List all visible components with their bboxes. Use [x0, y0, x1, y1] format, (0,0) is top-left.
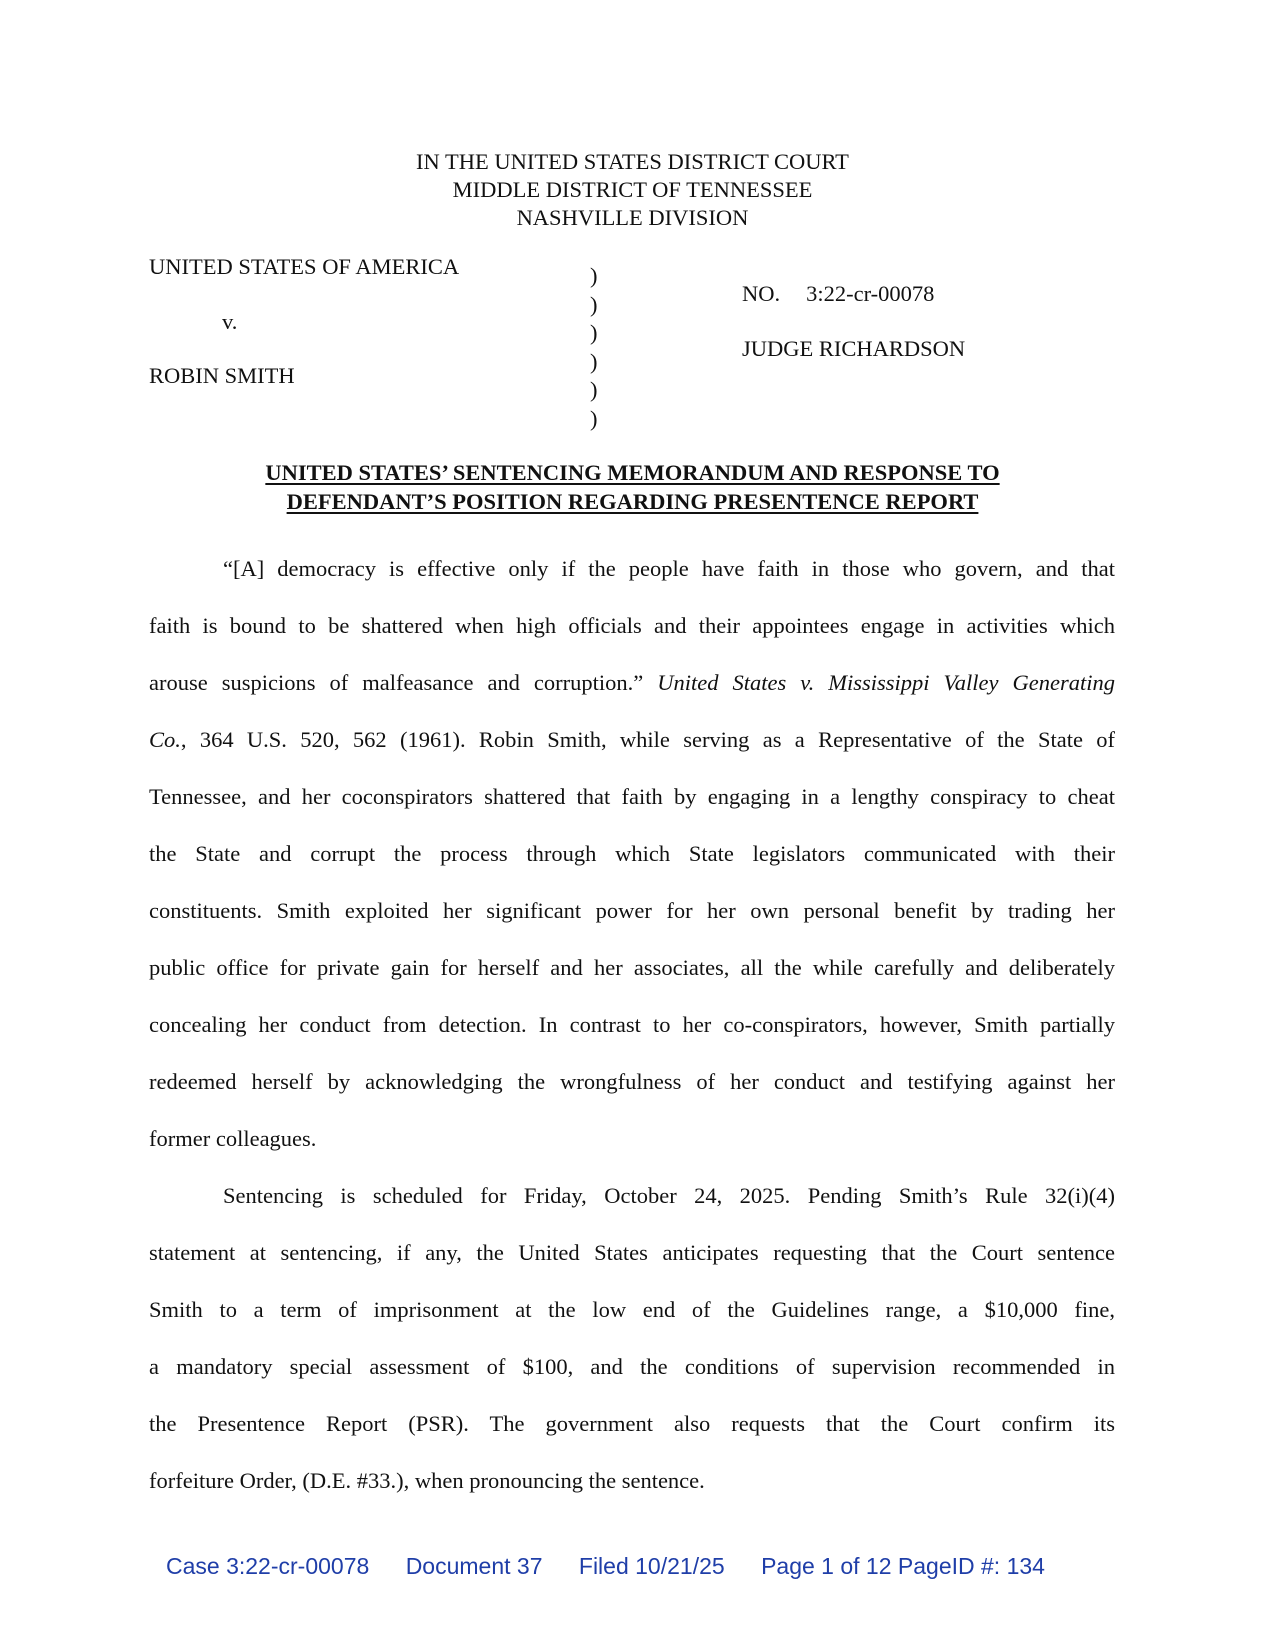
document-title-line-1: UNITED STATES’ SENTENCING MEMORANDUM AND RESPONSE TO [265, 460, 1000, 485]
caption-paren: ) [590, 263, 598, 288]
footer-document: Document 37 [405, 1553, 543, 1579]
document-title [0, 458, 1265, 516]
body-text-segment: arouse suspicions of malfeasance and corruption.” [149, 670, 658, 695]
caption-parentheses [590, 262, 598, 433]
versus-label: v. [222, 309, 238, 334]
caption-paren: ) [590, 405, 598, 431]
plaintiff-name: UNITED STATES OF AMERICA [149, 254, 460, 279]
court-district: MIDDLE DISTRICT OF TENNESSEE [452, 177, 813, 202]
body-line: the State and corrupt the process through which State legislators communicated with their [149, 841, 1115, 866]
case-citation: Co. [149, 727, 181, 752]
ecf-footer [166, 1553, 1045, 1580]
body-line [149, 654, 1115, 711]
judge-name: JUDGE RICHARDSON [742, 336, 966, 361]
body-line: statement at sentencing, if any, the United States anticipates requesting that the Court sentence [149, 1240, 1115, 1265]
court-header [0, 148, 1265, 232]
court-name: IN THE UNITED STATES DISTRICT COURT [416, 149, 849, 174]
memorandum-body [149, 540, 1115, 1509]
body-line: forfeiture Order, (D.E. #33.), when pronouncing the sentence. [149, 1468, 705, 1493]
caption-paren: ) [590, 291, 598, 317]
body-line: former colleagues. [149, 1126, 317, 1151]
case-citation: United States v. Mississippi Valley Generating [657, 670, 1116, 695]
body-line: Sentencing is scheduled for Friday, October 24, 2025. Pending Smith’s Rule 32(i)(4) [223, 1183, 1115, 1208]
body-text-segment: , 364 U.S. 520, 562 (1961). Robin Smith, while serving as a Representative of the State of [180, 727, 1115, 752]
body-line: constituents. Smith exploited her significant power for her own personal benefit by trading her [149, 898, 1115, 923]
body-line: faith is bound to be shattered when high officials and their appointees engage in activities which [149, 613, 1115, 638]
document-title-line-2: DEFENDANT’S POSITION REGARDING PRESENTENCE REPORT [286, 489, 979, 514]
defendant-name: ROBIN SMITH [149, 363, 295, 388]
case-number-label: NO. [742, 281, 781, 306]
caption-paren: ) [590, 348, 598, 374]
body-line: concealing her conduct from detection. In contrast to her co-conspirators, however, Smith partially [149, 1012, 1115, 1037]
body-line: the Presentence Report (PSR). The government also requests that the Court confirm its [149, 1411, 1115, 1436]
case-number-value: 3:22-cr-00078 [806, 281, 935, 306]
footer-filed: Filed 10/21/25 [578, 1553, 725, 1579]
body-line: public office for private gain for herself and her associates, all the while carefully and deliberately [149, 955, 1115, 980]
case-number [742, 281, 934, 307]
body-line: Tennessee, and her coconspirators shattered that faith by engaging in a lengthy conspiracy to cheat [149, 784, 1115, 809]
body-line: a mandatory special assessment of $100, and the conditions of supervision recommended in [149, 1354, 1115, 1379]
body-line: Smith to a term of imprisonment at the low end of the Guidelines range, a $10,000 fine, [149, 1297, 1115, 1322]
caption-paren: ) [590, 320, 598, 345]
footer-page: Page 1 of 12 PageID #: 134 [761, 1553, 1045, 1579]
body-line: redeemed herself by acknowledging the wrongfulness of her conduct and testifying against her [149, 1069, 1115, 1094]
body-line: “[A] democracy is effective only if the people have faith in those who govern, and that [223, 556, 1115, 581]
caption-paren: ) [590, 377, 598, 402]
court-division: NASHVILLE DIVISION [516, 205, 749, 230]
body-line [149, 711, 1115, 768]
footer-case: Case 3:22-cr-00078 [166, 1553, 370, 1579]
